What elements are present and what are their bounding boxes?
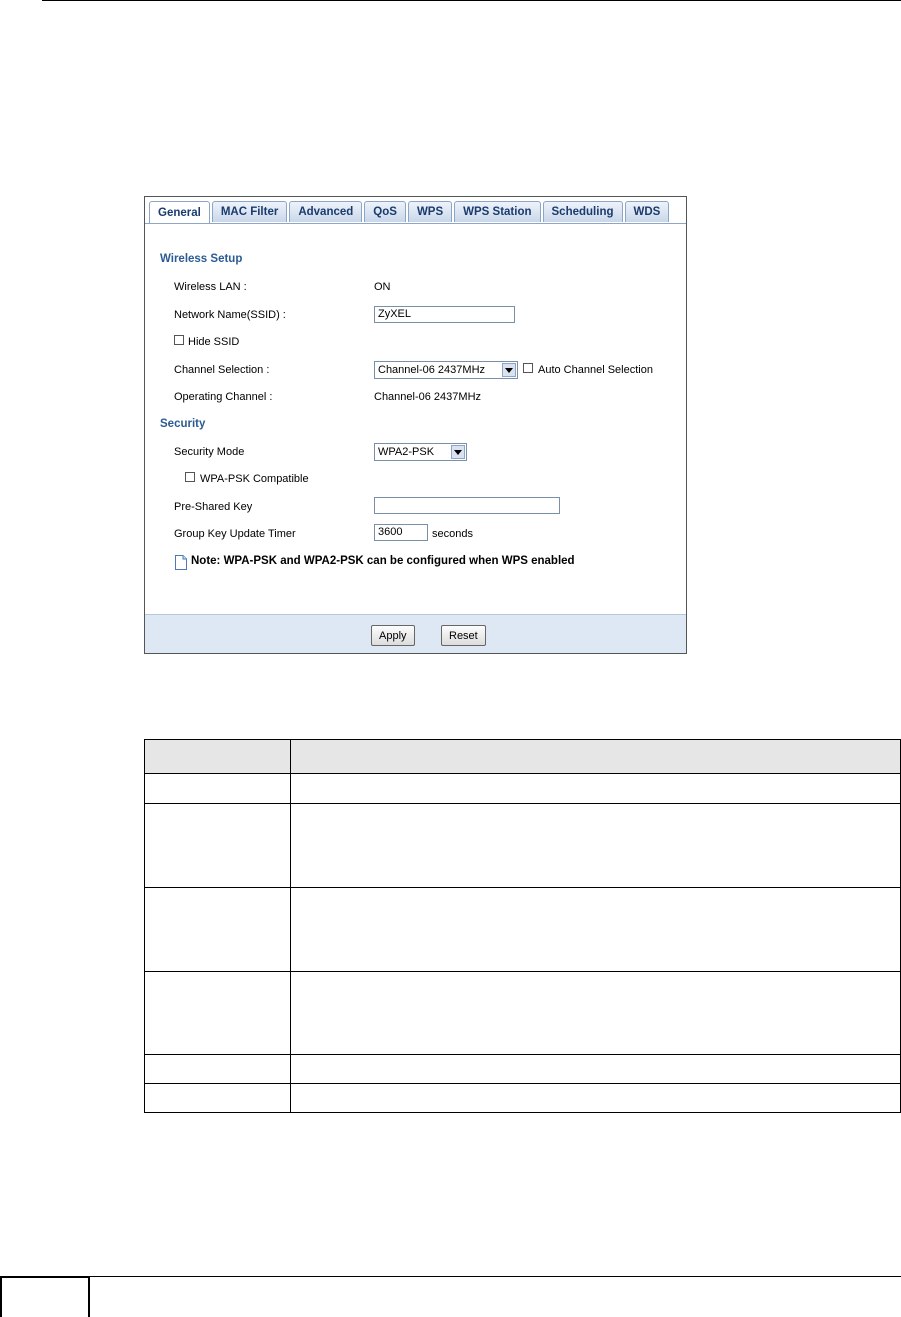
- wpa-psk-compatible-checkbox[interactable]: [185, 472, 195, 482]
- group-key-timer-label: Group Key Update Timer: [174, 528, 296, 540]
- channel-select[interactable]: [374, 361, 518, 379]
- table-cell: [291, 774, 901, 804]
- wireless-lan-value: ON: [374, 281, 391, 293]
- wireless-lan-label: Wireless LAN :: [174, 281, 247, 293]
- apply-button[interactable]: Apply: [371, 625, 415, 646]
- table-row: [145, 804, 901, 888]
- table-cell: [145, 1055, 291, 1084]
- table-header-row: [145, 740, 901, 774]
- table-cell: [291, 804, 901, 888]
- tab-qos[interactable]: QoS: [364, 201, 406, 222]
- table-row: [145, 774, 901, 804]
- pre-shared-key-input[interactable]: [374, 497, 560, 514]
- tab-divider: [145, 223, 686, 224]
- tab-mac-filter[interactable]: MAC Filter: [212, 201, 288, 222]
- chevron-down-icon[interactable]: [502, 363, 516, 377]
- tab-wps[interactable]: WPS: [408, 201, 452, 222]
- wireless-setup-heading: Wireless Setup: [160, 253, 243, 265]
- group-key-timer-input[interactable]: 3600: [374, 524, 428, 541]
- table-header-cell: [145, 740, 291, 774]
- tab-wps-station[interactable]: WPS Station: [454, 201, 540, 222]
- wpa-psk-compatible-label: WPA-PSK Compatible: [200, 473, 309, 485]
- hide-ssid-label: Hide SSID: [188, 336, 240, 348]
- note-icon: [175, 555, 187, 570]
- auto-channel-label: Auto Channel Selection: [538, 364, 653, 376]
- table-cell: [145, 1084, 291, 1113]
- security-heading: Security: [160, 418, 206, 430]
- table-cell: [145, 972, 291, 1055]
- wireless-settings-panel: [144, 196, 687, 654]
- chevron-down-icon[interactable]: [451, 445, 465, 459]
- table-cell: [291, 888, 901, 972]
- operating-channel-label: Operating Channel :: [174, 391, 273, 403]
- table-cell: [291, 1084, 901, 1113]
- page-number-box: [0, 1276, 90, 1317]
- hide-ssid-checkbox[interactable]: [174, 335, 184, 345]
- table-header-cell: [291, 740, 901, 774]
- channel-select-value: Channel-06 2437MHz: [378, 364, 486, 376]
- table-cell: [145, 774, 291, 804]
- table-cell: [145, 804, 291, 888]
- security-mode-select[interactable]: [374, 443, 467, 461]
- table-cell: [291, 1055, 901, 1084]
- tab-wds[interactable]: WDS: [625, 201, 670, 222]
- table-cell: [145, 888, 291, 972]
- ssid-label: Network Name(SSID) :: [174, 309, 286, 321]
- auto-channel-checkbox[interactable]: [523, 363, 533, 373]
- button-bar: [145, 614, 686, 653]
- table-row: [145, 1084, 901, 1113]
- security-mode-label: Security Mode: [174, 446, 245, 458]
- table-cell: [291, 972, 901, 1055]
- footer-rule: [90, 1276, 901, 1277]
- tab-advanced[interactable]: Advanced: [289, 201, 362, 222]
- tab-scheduling[interactable]: Scheduling: [543, 201, 623, 222]
- operating-channel-value: Channel-06 2437MHz: [374, 391, 482, 403]
- pre-shared-key-label: Pre-Shared Key: [174, 501, 253, 513]
- reset-button[interactable]: Reset: [441, 625, 486, 646]
- wps-note: Note: WPA-PSK and WPA2-PSK can be configured when WPS enabled: [191, 555, 575, 567]
- table-row: [145, 1055, 901, 1084]
- security-mode-value: WPA2-PSK: [378, 446, 435, 458]
- table-row: [145, 888, 901, 972]
- timer-unit-label: seconds: [432, 528, 473, 540]
- tab-bar: [149, 201, 671, 223]
- field-description-table: [144, 739, 901, 1113]
- ssid-input[interactable]: ZyXEL: [374, 306, 515, 323]
- channel-selection-label: Channel Selection :: [174, 364, 270, 376]
- table-row: [145, 972, 901, 1055]
- header-rule: [42, 0, 901, 1]
- tab-general[interactable]: General: [149, 201, 210, 224]
